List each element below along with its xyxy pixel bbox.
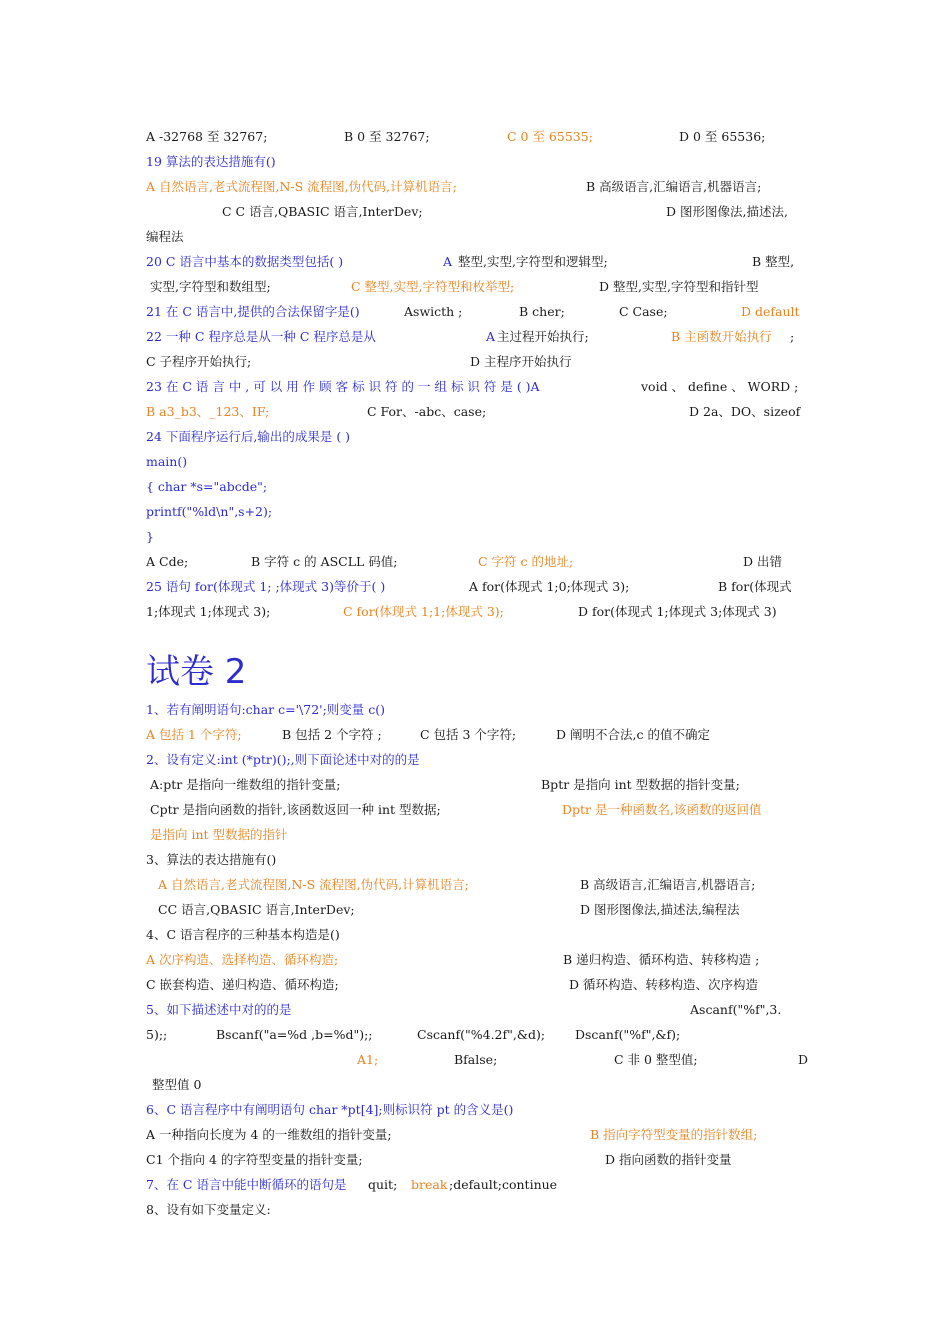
text-segment: quit;	[368, 1177, 398, 1192]
text-segment: A:ptr 是指向一维数组的指针变量;	[150, 777, 341, 792]
text-segment: A	[486, 329, 496, 344]
text-segment: A 自然语言,老式流程图,N-S 流程图,伪代码,计算机语言;	[146, 179, 457, 194]
text-segment: A 包括 1 个字符;	[146, 727, 242, 742]
text-segment: B a3_b3、_123、IF;	[146, 404, 270, 419]
text-segment: B 整型,	[752, 254, 795, 269]
text-segment: printf("%ld\n",s+2);	[146, 504, 273, 519]
text-line	[0, 202, 950, 222]
text-segment: B 0 至 32767;	[344, 129, 430, 144]
text-segment: D 图形图像法,描述法,	[666, 204, 788, 219]
text-line	[0, 227, 950, 247]
text-segment: D 0 至 65536;	[679, 129, 766, 144]
text-segment: 4、C 语言程序的三种基本构造是()	[146, 927, 340, 942]
text-line	[0, 477, 950, 497]
text-line	[0, 850, 950, 870]
text-segment: A 一种指向长度为 4 的一维数组的指针变量;	[146, 1127, 392, 1142]
text-line	[0, 825, 950, 845]
text-line	[0, 177, 950, 197]
text-segment: Bscanf("a=%d ,b=%d");;	[216, 1027, 373, 1042]
text-segment: B 高级语言,汇编语言,机器语言;	[580, 877, 756, 892]
text-segment: C C 语言,QBASIC 语言,InterDev;	[222, 204, 423, 219]
text-segment: 编程法	[146, 229, 184, 244]
text-line	[0, 552, 950, 572]
text-segment: break	[411, 1177, 448, 1192]
text-line	[0, 800, 950, 820]
text-line	[0, 527, 950, 547]
text-line	[0, 277, 950, 297]
text-segment: B for(体现式	[718, 579, 792, 594]
text-segment: { char *s="abcde";	[146, 479, 268, 494]
text-segment: 整型,实型,字符型和逻辑型;	[458, 254, 608, 269]
text-segment: 5、如下描述述中对的的是	[146, 1002, 292, 1017]
text-line	[0, 127, 950, 147]
text-segment: C 字符 c 的地址;	[478, 554, 574, 569]
text-segment: Cscanf("%4.2f",&d);	[417, 1027, 546, 1042]
text-segment: B 主函数开始执行	[671, 329, 772, 344]
text-line	[0, 327, 950, 347]
text-segment: Dscanf("%f",&f);	[575, 1027, 681, 1042]
text-line	[0, 302, 950, 322]
text-segment: 实型,字符型和数组型;	[150, 279, 271, 294]
text-segment: A 自然语言,老式流程图,N-S 流程图,伪代码,计算机语言;	[158, 877, 469, 892]
text-segment: 1;体现式 1;体现式 3);	[146, 604, 271, 619]
text-segment: 8、设有如下变量定义:	[146, 1202, 271, 1217]
text-line	[0, 950, 950, 970]
text-segment: 整型值 0	[152, 1077, 202, 1092]
text-line	[0, 152, 950, 172]
text-segment: A for(体现式 1;0;体现式 3);	[469, 579, 630, 594]
text-segment: 5);;	[146, 1027, 168, 1042]
text-line	[0, 1200, 950, 1220]
text-segment: B 高级语言,汇编语言,机器语言;	[586, 179, 762, 194]
text-segment: 25 语句 for(体现式 1; ;体现式 3)等价于( )	[146, 579, 386, 594]
section-title: 试卷 2	[146, 652, 247, 692]
text-segment: CC 语言,QBASIC 语言,InterDev;	[158, 902, 355, 917]
text-segment: 主过程开始执行;	[497, 329, 589, 344]
text-line	[0, 900, 950, 920]
text-segment: C 非 0 整型值;	[614, 1052, 698, 1067]
text-line	[0, 725, 950, 745]
text-segment: C for(体现式 1;1;体现式 3);	[343, 604, 504, 619]
text-segment: void 、 define 、 WORD ;	[641, 379, 799, 394]
text-segment: ;	[790, 329, 795, 344]
text-line	[0, 875, 950, 895]
text-line	[0, 925, 950, 945]
text-segment: D default	[741, 304, 800, 319]
text-segment: C Case;	[619, 304, 668, 319]
text-segment: 21 在 C 语言中,提供的合法保留字是()	[146, 304, 360, 319]
text-segment: Bfalse;	[454, 1052, 498, 1067]
text-segment: B 字符 c 的 ASCLL 码值;	[251, 554, 398, 569]
text-line	[0, 1050, 950, 1070]
text-segment: Bptr 是指向 int 型数据的指针变量;	[541, 777, 740, 792]
text-line	[0, 700, 950, 720]
text-segment: D for(体现式 1;体现式 3;体现式 3)	[578, 604, 777, 619]
text-segment: 6、C 语言程序中有阐明语句 char *pt[4];则标识符 pt 的含义是()	[146, 1102, 514, 1117]
text-line	[0, 252, 950, 272]
text-segment: 7、在 C 语言中能中断循环的语句是	[146, 1177, 347, 1192]
text-segment: 是指向 int 型数据的指针	[150, 827, 288, 842]
text-segment: Dptr 是一种函数名,该函数的返回值	[562, 802, 762, 817]
text-segment: D 主程序开始执行	[470, 354, 572, 369]
text-line	[0, 750, 950, 770]
text-line	[0, 577, 950, 597]
text-segment: D 整型,实型,字符型和指针型	[599, 279, 759, 294]
text-line	[0, 427, 950, 447]
text-segment: D 指向函数的指针变量	[605, 1152, 732, 1167]
text-segment: 1、若有阐明语句:char c='\72';则变量 c()	[146, 702, 386, 717]
text-line	[0, 1075, 950, 1095]
text-line	[0, 1150, 950, 1170]
text-segment: C 包括 3 个字符;	[420, 727, 517, 742]
text-segment: Ascanf("%f",3.	[690, 1002, 782, 1017]
text-line	[0, 1000, 950, 1020]
text-line	[0, 402, 950, 422]
text-segment: A	[443, 254, 453, 269]
text-segment: 20 C 语言中基本的数据类型包括( )	[146, 254, 344, 269]
text-segment: D 循环构造、转移构造、次序构造	[569, 977, 758, 992]
text-segment: C 子程序开始执行;	[146, 354, 252, 369]
text-segment: A1;	[357, 1052, 379, 1067]
text-line	[0, 602, 950, 622]
text-segment: C 0 至 65535;	[507, 129, 593, 144]
text-line	[0, 1175, 950, 1195]
text-segment: Cptr 是指向函数的指针,该函数返回一种 int 型数据;	[150, 802, 441, 817]
text-segment: main()	[146, 454, 188, 469]
text-segment: A Cde;	[146, 554, 189, 569]
text-segment: 22 一种 C 程序总是从一种 C 程序总是从	[146, 329, 376, 344]
text-segment: 3、算法的表达措施有()	[146, 852, 277, 867]
text-segment: C 嵌套构造、递归构造、循环构造;	[146, 977, 339, 992]
text-segment: D 图形图像法,描述法,编程法	[580, 902, 740, 917]
text-segment: 23 在 C 语 言 中 , 可 以 用 作 顾 客 标 识 符 的 一 组 标 识 符 是 ( )A	[146, 379, 540, 394]
text-line	[0, 352, 950, 372]
text-segment: B 指向字符型变量的指针数组;	[590, 1127, 758, 1142]
text-segment: ;default;continue	[449, 1177, 558, 1192]
text-segment: B 递归构造、循环构造、转移构造 ;	[563, 952, 760, 967]
text-line	[0, 975, 950, 995]
text-segment: B 包括 2 个字符 ;	[282, 727, 382, 742]
text-line	[0, 1100, 950, 1120]
text-line	[0, 1125, 950, 1145]
text-segment: B cher;	[519, 304, 565, 319]
text-segment: A -32768 至 32767;	[146, 129, 268, 144]
text-segment: 2、设有定义:int (*ptr)();,则下面论述中对的的是	[146, 752, 420, 767]
text-line	[0, 377, 950, 397]
text-segment: Aswicth ;	[404, 304, 463, 319]
text-segment: D 阐明不合法,c 的值不确定	[556, 727, 710, 742]
text-line	[0, 1025, 950, 1045]
text-segment: A 次序构造、选择构造、循环构造;	[146, 952, 339, 967]
text-line	[0, 775, 950, 795]
text-segment: C For、-abc、case;	[367, 404, 487, 419]
text-segment: 19 算法的表达措施有()	[146, 154, 276, 169]
text-segment: C 整型,实型,字符型和枚举型;	[351, 279, 515, 294]
text-segment: D 2a、DO、sizeof	[689, 404, 801, 419]
text-segment: D	[798, 1052, 809, 1067]
text-segment: D 出错	[743, 554, 782, 569]
text-segment: }	[146, 529, 154, 544]
text-line	[0, 502, 950, 522]
text-segment: C1 个指向 4 的字符型变量的指针变量;	[146, 1152, 363, 1167]
text-segment: 24 下面程序运行后,输出的成果是 ( )	[146, 429, 351, 444]
text-line	[0, 452, 950, 472]
